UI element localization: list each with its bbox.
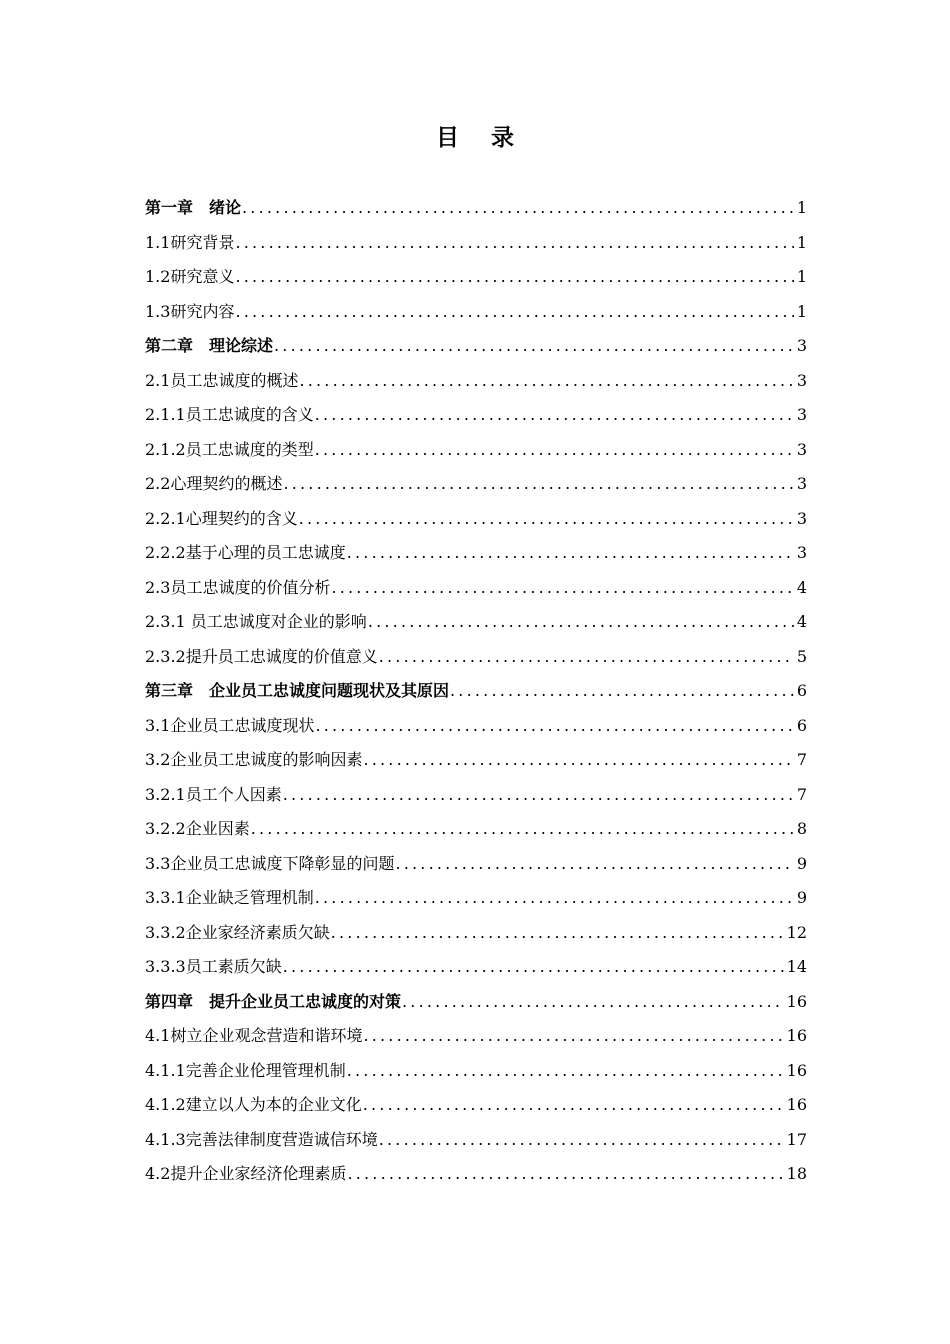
page-title: 目 录 [435,125,526,151]
toc-section-entry[interactable] [145,778,807,813]
toc-leader-dots [242,191,794,226]
toc-entry-page-number: 16 [786,991,807,1011]
toc-leader-dots [315,433,794,468]
toc-leader-dots [395,847,793,882]
toc-section-entry[interactable] [145,640,807,675]
toc-entry-page-number: 9 [796,888,807,907]
toc-entry-page-number: 17 [786,1129,807,1149]
table-of-contents [145,191,807,1192]
toc-entry-label: 1.3研究内容 [145,301,235,321]
toc-entry-label: 2.1.2员工忠诚度的类型 [145,439,314,459]
toc-entry-label: 3.2企业员工忠诚度的影响因素 [145,750,363,769]
toc-section-entry[interactable] [145,743,807,778]
toc-entry-label: 第一章 绪论 [145,198,242,217]
toc-entry-label: 4.1.3完善法律制度营造诚信环境 [145,1129,378,1149]
toc-entry-label: 4.1树立企业观念营造和谐环境 [145,1026,363,1045]
toc-section-entry[interactable] [145,433,807,468]
toc-leader-dots [274,329,794,364]
toc-entry-label: 3.3.3员工素质欠缺 [145,957,282,976]
toc-leader-dots [283,778,794,813]
toc-entry-page-number: 3 [796,336,807,355]
toc-leader-dots [315,881,794,916]
toc-entry-page-number: 14 [786,957,807,976]
toc-section-entry[interactable] [145,467,807,502]
toc-entry-page-number: 6 [796,681,807,700]
toc-entry-page-number: 16 [786,1026,807,1045]
toc-entry-page-number: 3 [796,508,807,528]
toc-leader-dots [379,1123,784,1158]
toc-entry-label: 第三章 企业员工忠诚度问题现状及其原因 [145,681,450,700]
toc-entry-page-number: 4 [796,577,807,597]
toc-section-entry[interactable] [145,226,807,261]
toc-entry-page-number: 7 [796,784,807,804]
toc-leader-dots [283,467,793,502]
toc-section-entry[interactable] [145,1157,807,1192]
toc-entry-label: 2.3.2提升员工忠诚度的价值意义 [145,646,378,666]
toc-leader-dots [450,674,794,709]
toc-leader-dots [251,812,794,847]
toc-entry-label: 1.1研究背景 [145,232,235,252]
toc-leader-dots [235,226,793,261]
toc-entry-label: 4.1.1完善企业伦理管理机制 [145,1060,346,1080]
toc-entry-page-number: 1 [796,232,807,252]
toc-entry-label: 3.3.2企业家经济素质欠缺 [145,922,330,942]
toc-entry-page-number: 4 [796,612,807,631]
toc-entry-label: 第四章 提升企业员工忠诚度的对策 [145,991,402,1011]
toc-leader-dots [363,743,793,778]
toc-entry-page-number: 3 [796,543,807,562]
toc-section-entry[interactable] [145,502,807,537]
toc-entry-page-number: 1 [796,301,807,321]
toc-section-entry[interactable] [145,1019,807,1054]
toc-section-entry[interactable] [145,812,807,847]
toc-entry-page-number: 1 [796,267,807,286]
toc-entry-label: 4.2提升企业家经济伦理素质 [145,1164,347,1183]
toc-entry-page-number: 18 [786,1164,807,1183]
toc-entry-page-number: 16 [786,1060,807,1080]
toc-entry-label: 2.3.1 员工忠诚度对企业的影响 [145,612,367,631]
toc-entry-label: 2.1.1员工忠诚度的含义 [145,405,314,424]
toc-leader-dots [331,571,793,606]
toc-leader-dots [299,502,794,537]
toc-chapter-entry[interactable] [145,329,807,364]
toc-entry-label: 3.1企业员工忠诚度现状 [145,715,315,735]
toc-section-entry[interactable] [145,1123,807,1158]
toc-section-entry[interactable] [145,709,807,744]
toc-leader-dots [347,1157,783,1192]
toc-entry-page-number: 3 [796,405,807,424]
toc-leader-dots [347,1054,784,1089]
toc-entry-page-number: 16 [786,1095,807,1114]
toc-entry-label: 第二章 理论综述 [145,336,274,355]
toc-section-entry[interactable] [145,881,807,916]
toc-entry-page-number: 9 [796,853,807,873]
toc-leader-dots [299,364,793,399]
toc-section-entry[interactable] [145,1054,807,1089]
toc-entry-page-number: 7 [796,750,807,769]
toc-section-entry[interactable] [145,295,807,330]
toc-section-entry[interactable] [145,536,807,571]
toc-leader-dots [363,1019,783,1054]
toc-leader-dots [315,398,794,433]
toc-section-entry[interactable] [145,916,807,951]
toc-chapter-entry[interactable] [145,985,807,1020]
toc-leader-dots [368,605,794,640]
toc-entry-label: 3.3.1企业缺乏管理机制 [145,888,314,907]
toc-entry-page-number: 1 [796,198,807,217]
toc-entry-page-number: 6 [796,715,807,735]
toc-leader-dots [402,985,784,1020]
toc-leader-dots [363,1088,784,1123]
toc-leader-dots [347,536,794,571]
toc-entry-label: 2.3员工忠诚度的价值分析 [145,577,331,597]
toc-leader-dots [331,916,784,951]
toc-section-entry[interactable] [145,260,807,295]
toc-entry-label: 3.3企业员工忠诚度下降彰显的问题 [145,853,395,873]
toc-entry-label: 3.2.2企业因素 [145,819,250,838]
toc-leader-dots [315,709,793,744]
toc-section-entry[interactable] [145,364,807,399]
toc-chapter-entry[interactable] [145,674,807,709]
toc-leader-dots [379,640,794,675]
toc-section-entry[interactable] [145,1088,807,1123]
toc-entry-label: 2.2心理契约的概述 [145,474,283,493]
toc-entry-label: 1.2研究意义 [145,267,235,286]
toc-chapter-entry[interactable] [145,191,807,226]
toc-entry-page-number: 3 [796,474,807,493]
toc-leader-dots [235,295,793,330]
toc-section-entry[interactable] [145,847,807,882]
toc-leader-dots [235,260,793,295]
toc-entry-label: 2.1员工忠诚度的概述 [145,370,299,390]
toc-entry-page-number: 3 [796,370,807,390]
toc-leader-dots [283,950,784,985]
toc-section-entry[interactable] [145,571,807,606]
toc-section-entry[interactable] [145,950,807,985]
toc-entry-label: 4.1.2建立以人为本的企业文化 [145,1095,362,1114]
toc-entry-page-number: 3 [796,439,807,459]
toc-section-entry[interactable] [145,398,807,433]
toc-entry-label: 2.2.1心理契约的含义 [145,508,298,528]
toc-entry-label: 2.2.2基于心理的员工忠诚度 [145,543,346,562]
toc-section-entry[interactable] [145,605,807,640]
toc-entry-page-number: 5 [796,646,807,666]
toc-entry-page-number: 12 [786,922,807,942]
toc-entry-label: 3.2.1员工个人因素 [145,784,282,804]
toc-entry-page-number: 8 [796,819,807,838]
